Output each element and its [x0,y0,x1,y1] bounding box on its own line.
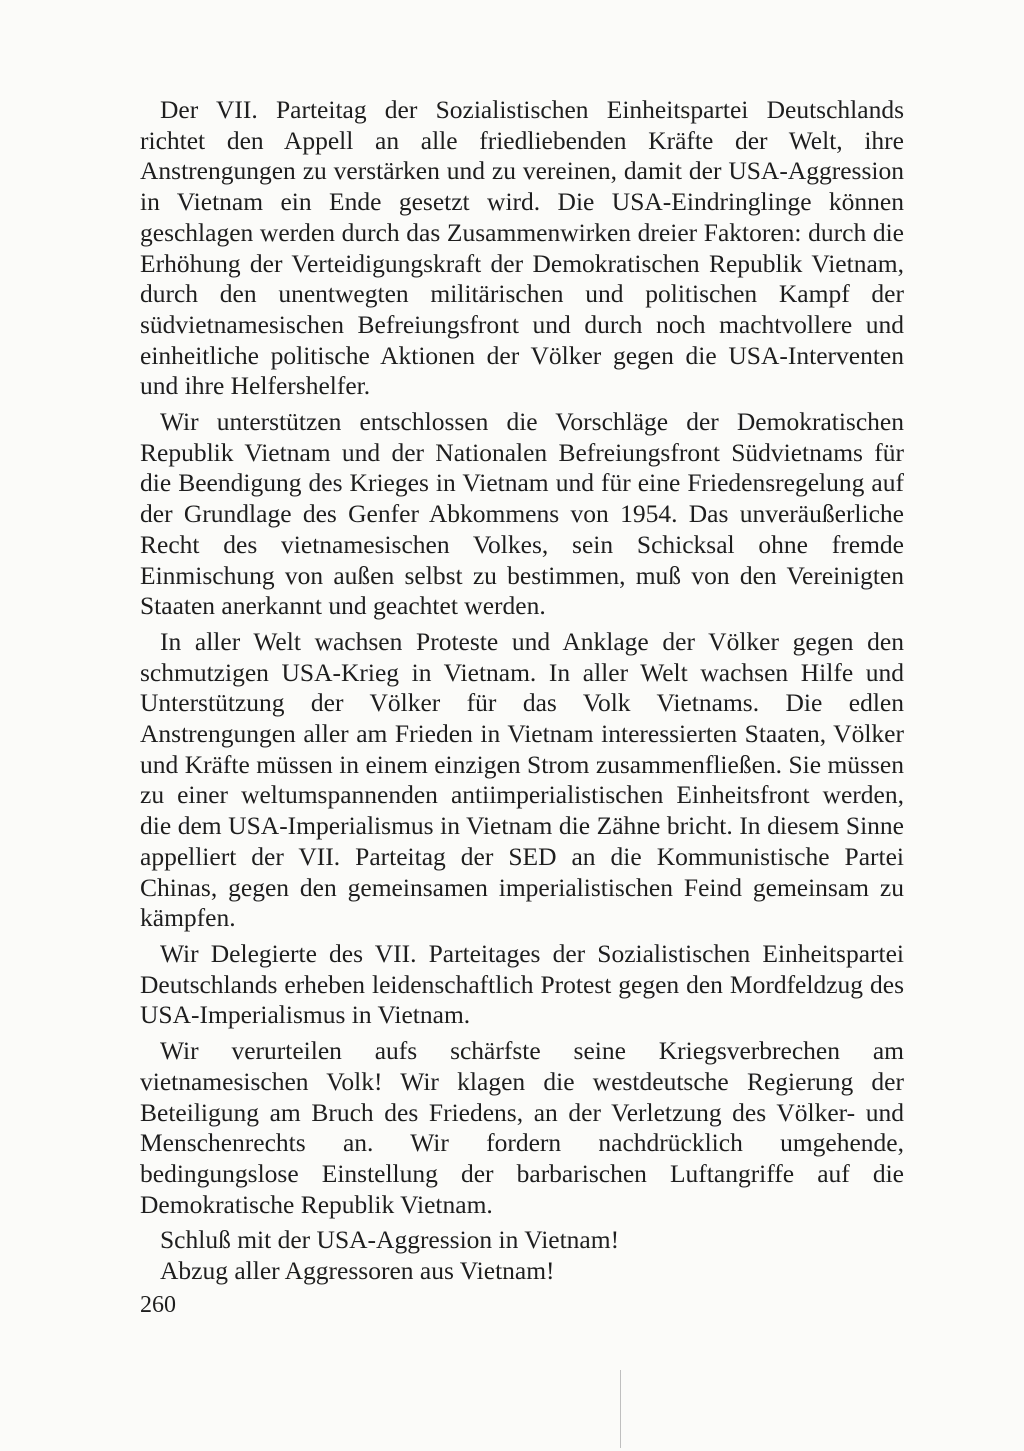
scan-artifact-line [620,1370,621,1448]
paragraph-delegates-protest: Wir Delegierte des VII. Parteitages der Sozialistischen Einheitspartei Deutschlands erheben leidenschaftlich Protest gegen den Mordfeldzug des USA-Imperialismus in Vietnam. [140,938,904,1030]
paragraph-support-proposals: Wir unterstützen entschlossen die Vorschläge der Demokratischen Republik Vietnam und der Nationalen Befreiungsfront Südvietnams für die Beendigung des Krieges in Vietnam und für eine Friedensregelung auf der Grundlage des Genfer Abkommens von 1954. Das unveräußerliche Recht des vietnamesischen Volkes, sein Schicksal ohne fremde Einmischung von außen selbst zu bestimmen, muß von den Vereinigten Staaten anerkannt und geachtet werden. [140,407,904,621]
paragraph-world-protests: In aller Welt wachsen Proteste und Anklage der Völker gegen den schmutzigen USA-Krieg in Vietnam. In aller Welt wachsen Hilfe und Unterstützung der Völker für das Volk Vietnams. Die edlen Anstrengungen aller am Frieden in Vietnam interessierten Staaten, Völker und Kräfte müssen in einem einzigen Strom zusammenfließen. Sie müssen zu einer weltumspannenden antiimperialistischen Einheitsfront werden, die dem USA-Imperialismus in Vietnam die Zähne bricht. In diesem Sinne appelliert der VII. Parteitag der SED an die Kommunistische Partei Chinas, gegen den gemeinsamen imperialistischen Feind gemeinsam zu kämpfen. [140,626,904,933]
paragraph-appeal: Der VII. Parteitag der Sozialistischen Einheitspartei Deutschlands richtet den Appell an alle friedliebenden Kräfte der Welt, ihre Anstrengungen zu verstärken und zu vereinen, damit der USA-Aggression in Vietnam ein Ende gesetzt wird. Die USA-Eindringlinge können geschlagen werden durch das Zusammenwirken dreier Faktoren: durch die Erhöhung der Verteidigungskraft der Demokratischen Republik Vietnam, durch den unentwegten militärischen und politischen Kampf der südvietnamesischen Befreiungsfront und durch noch machtvollere und einheitliche politische Aktionen der Völker gegen die USA-Interventen und ihre Helfershelfer. [140,95,904,401]
paragraph-condemnation: Wir verurteilen aufs schärfste seine Kriegsverbrechen am vietnamesischen Volk! Wir klagen die westdeutsche Regierung der Beteiligung am Bruch des Friedens, an der Verletzung des Völker- und Menschenrechts an. Wir fordern nachdrücklich umgehende, bedingungslose Einstellung der barbarischen Luftangriffe auf die Demokratische Republik Vietnam. [140,1036,904,1219]
closing-line-2: Abzug aller Aggressoren aus Vietnam! [160,1256,555,1286]
page-body [140,95,904,1287]
page-number: 260 [140,1292,176,1318]
closing-line-1: Schluß mit der USA-Aggression in Vietnam! [160,1225,620,1255]
